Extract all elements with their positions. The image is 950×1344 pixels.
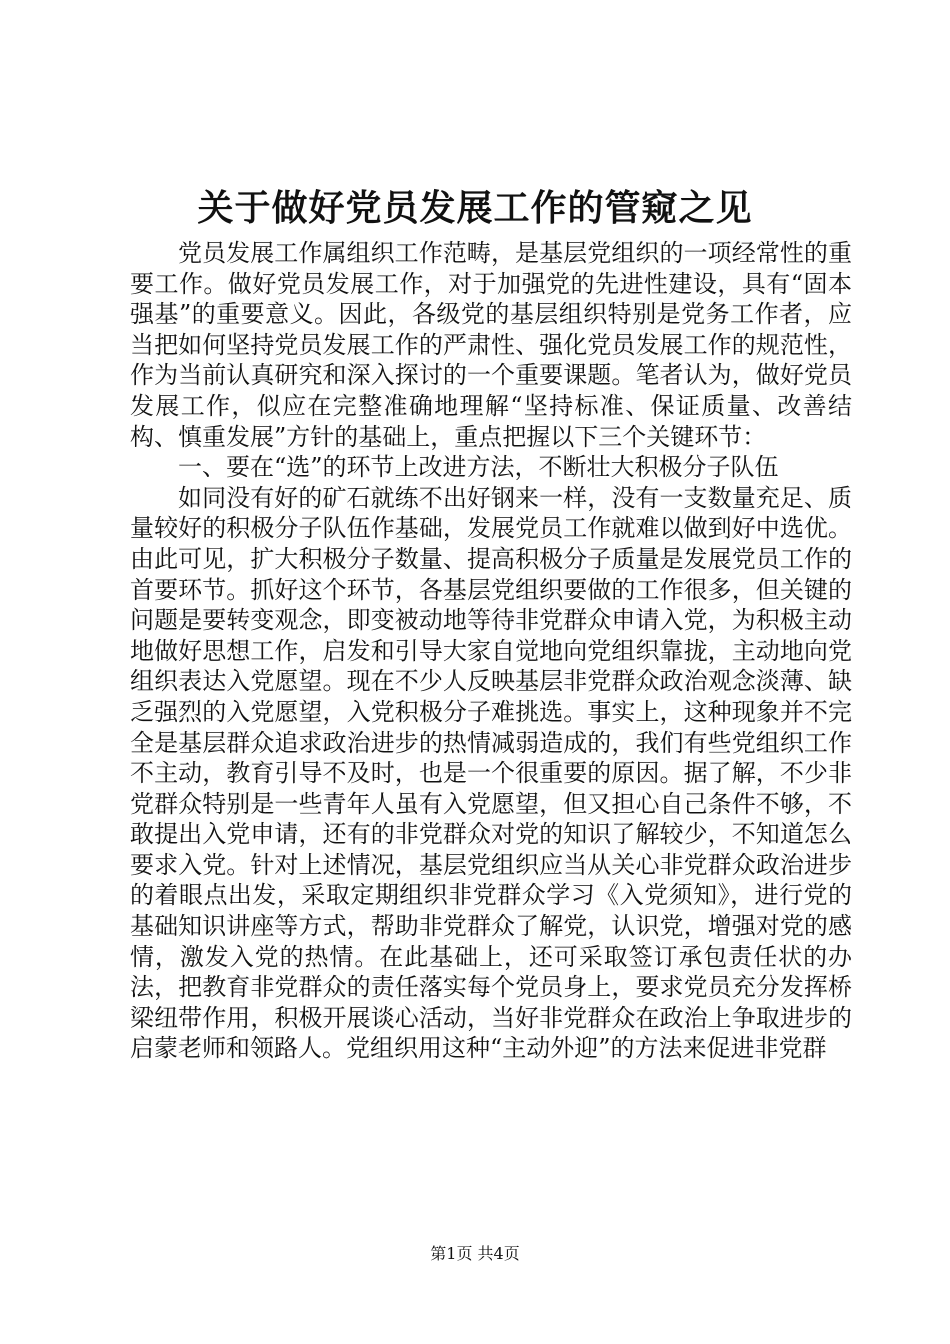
paragraph-intro: 党员发展工作属组织工作范畴，是基层党组织的一项经常性的重要工作。做好党员发展工作，对于加强党的先进性建设，具有“固本强基”的重要意义。因此，各级党的基层组织特别是党务工作者，应当把如何坚持党员发展工作的严肃性、强化党员发展工作的规范性，作为当前认真研究和深入探讨的一个重要课题。笔者认为，做好党员发展工作，似应在完整准确地理解“坚持标准、保证质量、改善结构、慎重发展”方针的基础上，重点把握以下三个关键环节： [130, 239, 852, 451]
page-number-footer: 第1页 共4页 [430, 1244, 520, 1263]
document-title: 关于做好党员发展工作的管窥之见 [197, 187, 753, 229]
paragraph-section-1: 如同没有好的矿石就练不出好钢来一样，没有一支数量充足、质量较好的积极分子队伍作基础，发展党员工作就难以做到好中选优。由此可见，扩大积极分子数量、提高积极分子质量是发展党员工作的首要环节。抓好这个环节，各基层党组织要做的工作很多，但关键的问题是要转变观念，即变被动地等待非党群众申请入党，为积极主动地做好思想工作，启发和引导大家自觉地向党组织靠拢，主动地向党组织表达入党愿望。现在不少人反映基层非党群众政治观念淡薄、缺乏强烈的入党愿望，入党积极分子难挑选。事实上，这种现象并不完全是基层群众追求政治进步的热情减弱造成的，我们有些党组织工作不主动，教育引导不及时，也是一个很重要的原因。据了解，不少非党群众特别是一些青年人虽有入党愿望，但又担心自己条件不够，不敢提出入党申请，还有的非党群众对党的知识了解较少，不知道怎么要求入党。针对上述情况，基层党组织应当从关心非党群众政治进步的着眼点出发，采取定期组织非党群众学习《入党须知》，进行党的基础知识讲座等方式，帮助非党群众了解党，认识党，增强对党的感情，激发入党的热情。在此基础上，还可采取签订承包责任状的办法，把教育非党群众的责任落实每个党员身上，要求党员充分发挥桥梁纽带作用，积极开展谈心活动，当好非党群众在政治上争取进步的启蒙老师和领路人。党组织用这种“主动外迎”的方法来促进非党群 [130, 483, 852, 1063]
section-heading-1: 一、要在“选”的环节上改进方法，不断壮大积极分子队伍 [178, 453, 779, 482]
document-body [130, 238, 852, 1064]
